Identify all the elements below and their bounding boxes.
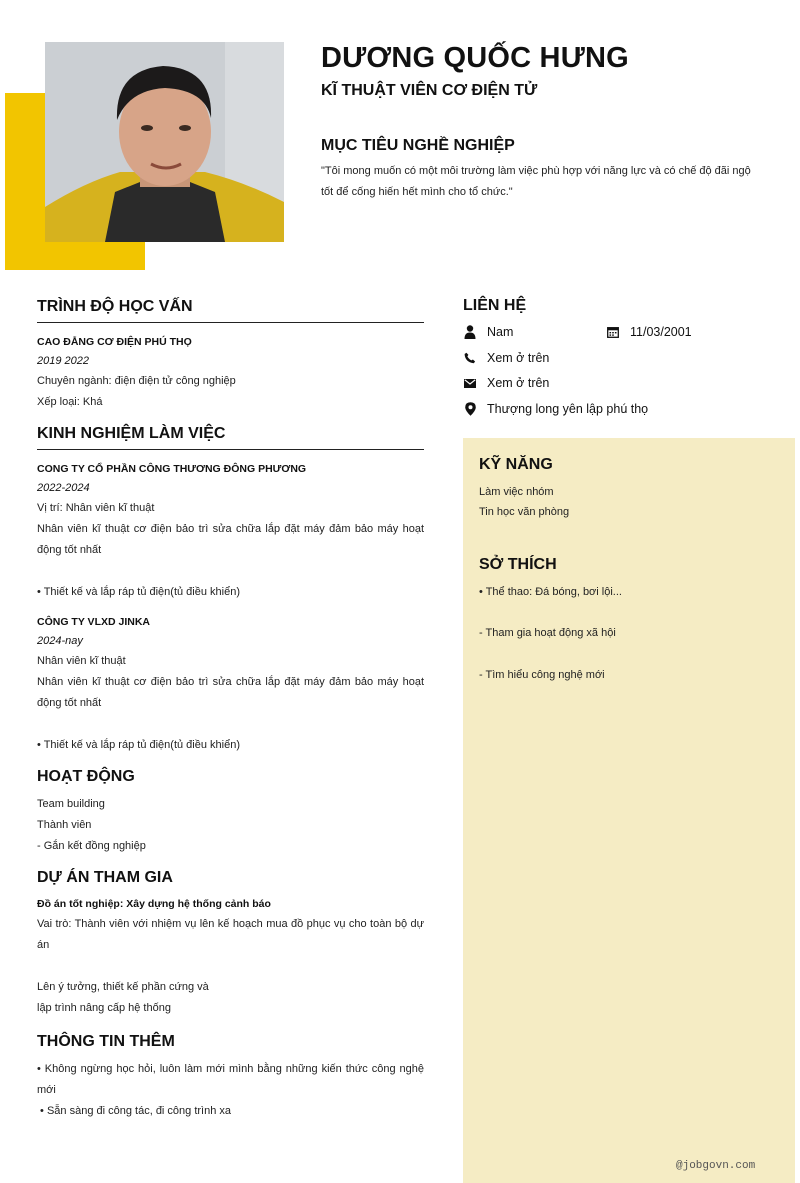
projects-heading: DỰ ÁN THAM GIA xyxy=(37,869,173,886)
additional-section xyxy=(37,1033,424,1122)
experience-detail: • Thiết kế và lắp ráp tủ điện(tủ điều khiển) xyxy=(37,586,240,598)
experience-period: 2024-nay xyxy=(37,635,83,647)
contact-birthday: 11/03/2001 xyxy=(630,324,692,339)
location-pin-icon xyxy=(463,402,477,416)
contact-row-phone xyxy=(463,345,793,371)
education-major: Chuyên ngành: điện điện tử công nghiệp xyxy=(37,375,236,387)
skills-heading: KỸ NĂNG xyxy=(479,456,553,473)
education-school: CAO ĐẲNG CƠ ĐIỆN PHÚ THỌ xyxy=(37,336,192,348)
education-section xyxy=(37,298,424,413)
experience-item xyxy=(37,460,424,603)
experience-heading: KINH NGHIỆM LÀM VIỆC xyxy=(37,425,424,450)
experience-company: CÔNG TY VLXD JINKA xyxy=(37,616,150,628)
hobbies-section xyxy=(479,556,779,686)
experience-section xyxy=(37,425,424,756)
right-panel xyxy=(463,438,795,1183)
activities-line: Team building xyxy=(37,798,105,810)
project-line: Lên ý tưởng, thiết kế phần cứng và xyxy=(37,981,209,993)
contact-email: Xem ở trên xyxy=(487,376,550,391)
experience-position: Nhân viên kĩ thuật xyxy=(37,655,126,667)
experience-detail: • Thiết kế và lắp ráp tủ điện(tủ điều khiển) xyxy=(37,739,240,751)
contact-row-address xyxy=(463,396,793,422)
calendar-icon xyxy=(606,325,620,339)
activities-heading: HOẠT ĐỘNG xyxy=(37,768,135,785)
job-title: KĨ THUẬT VIÊN CƠ ĐIỆN TỬ xyxy=(321,82,538,99)
hobby-item: - Tham gia hoạt động xã hội xyxy=(479,627,616,639)
experience-position: Vị trí: Nhân viên kĩ thuật xyxy=(37,502,155,514)
left-column xyxy=(37,298,424,1122)
experience-period: 2022-2024 xyxy=(37,482,90,494)
profile-photo xyxy=(45,42,284,242)
activities-section xyxy=(37,768,424,857)
hobbies-heading: SỞ THÍCH xyxy=(479,556,557,573)
skill-item: Tin học văn phòng xyxy=(479,506,570,518)
additional-line: • Không ngừng học hỏi, luôn làm mới mình bằng những kiến thức công nghệ mới xyxy=(37,1063,424,1096)
experience-item xyxy=(37,613,424,756)
person-icon xyxy=(463,325,477,339)
contact-section xyxy=(463,297,793,422)
project-line: lập trình nâng cấp hệ thống xyxy=(37,1002,171,1014)
project-title: Đồ án tốt nghiệp: Xây dựng hệ thống cảnh báo xyxy=(37,898,271,910)
mail-icon xyxy=(463,376,477,390)
profile-photo-image xyxy=(45,42,284,242)
project-role: Vai trò: Thành viên với nhiệm vụ lên kế hoạch mua đồ phục vụ cho toàn bộ dự án xyxy=(37,918,424,951)
additional-heading: THÔNG TIN THÊM xyxy=(37,1033,175,1050)
education-heading: TRÌNH ĐỘ HỌC VẤN xyxy=(37,298,424,323)
contact-phone: Xem ở trên xyxy=(487,350,550,365)
contact-gender: Nam xyxy=(487,324,514,339)
objective-heading: MỤC TIÊU NGHỀ NGHIỆP xyxy=(321,137,515,154)
hobby-item: • Thể thao: Đá bóng, bơi lội... xyxy=(479,586,622,598)
candidate-name: DƯƠNG QUỐC HƯNG xyxy=(321,42,629,74)
projects-section xyxy=(37,869,424,1019)
activities-line: Thành viên xyxy=(37,819,92,831)
contact-row-email xyxy=(463,370,793,396)
contact-birthday-group xyxy=(606,319,692,345)
education-grade: Xếp loại: Khá xyxy=(37,396,103,408)
phone-icon xyxy=(463,351,477,365)
activities-line: - Gắn kết đồng nghiệp xyxy=(37,840,146,852)
experience-description: Nhân viên kĩ thuật cơ điện bảo trì sửa chữa lắp đặt máy đảm bảo máy hoạt động tốt nhất xyxy=(37,523,424,556)
education-years: 2019 2022 xyxy=(37,355,89,367)
objective-text: "Tôi mong muốn có một môi trường làm việc phù hợp với năng lực và có chế độ đãi ngộ tốt để cống hiến hết mình cho tổ chức." xyxy=(321,165,751,198)
hobby-item: - Tìm hiểu công nghệ mới xyxy=(479,669,605,681)
contact-heading: LIÊN HỆ xyxy=(463,297,527,314)
watermark: @jobgovn.com xyxy=(676,1160,756,1172)
experience-description: Nhân viên kĩ thuật cơ điện bảo trì sửa chữa lắp đặt máy đảm bảo máy hoạt động tốt nhất xyxy=(37,676,424,709)
experience-company: CONG TY CỔ PHẦN CÔNG THƯƠNG ĐÔNG PHƯƠNG xyxy=(37,463,307,475)
skill-item: Làm việc nhóm xyxy=(479,486,554,498)
contact-address: Thượng long yên lập phú thọ xyxy=(487,401,649,416)
contact-row-gender xyxy=(463,319,793,345)
skills-section xyxy=(479,456,779,522)
additional-line: • Sẵn sàng đi công tác, đi công trình xa xyxy=(37,1105,232,1117)
